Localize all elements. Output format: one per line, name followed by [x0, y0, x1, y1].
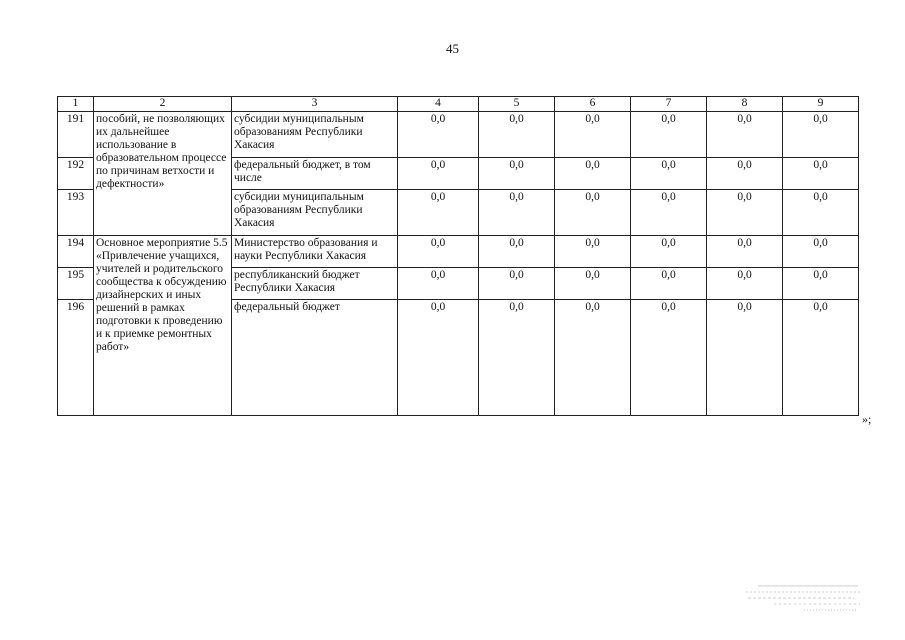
value-cell: 0,0 — [707, 236, 783, 268]
value-cell: 0,0 — [398, 190, 479, 236]
value-cell: 0,0 — [783, 190, 859, 236]
faint-stamp-mark — [744, 582, 864, 612]
funding-source: федеральный бюджет — [232, 300, 398, 416]
value-cell: 0,0 — [555, 158, 631, 190]
value-cell: 0,0 — [398, 236, 479, 268]
value-cell: 0,0 — [479, 300, 555, 416]
value-cell: 0,0 — [479, 236, 555, 268]
value-cell: 0,0 — [707, 268, 783, 300]
header-cell-5: 5 — [479, 97, 555, 112]
row-number: 194 — [58, 236, 94, 268]
measure-description: пособий, не позволяющих их дальнейшее использование в образовательном процессе по причинам ветхости и дефектности» — [94, 112, 232, 236]
value-cell: 0,0 — [631, 158, 707, 190]
value-cell: 0,0 — [398, 158, 479, 190]
value-cell: 0,0 — [783, 268, 859, 300]
table-row — [58, 236, 859, 268]
value-cell: 0,0 — [707, 300, 783, 416]
value-cell: 0,0 — [555, 236, 631, 268]
row-number: 196 — [58, 300, 94, 416]
value-cell: 0,0 — [631, 300, 707, 416]
value-cell: 0,0 — [631, 268, 707, 300]
row-number: 195 — [58, 268, 94, 300]
value-cell: 0,0 — [398, 300, 479, 416]
row-number: 192 — [58, 158, 94, 190]
value-cell: 0,0 — [479, 158, 555, 190]
budget-table — [57, 96, 859, 416]
header-cell-3: 3 — [232, 97, 398, 112]
value-cell: 0,0 — [398, 268, 479, 300]
value-cell: 0,0 — [631, 112, 707, 158]
funding-source: субсидии муниципальным образованиям Республики Хакасия — [232, 112, 398, 158]
value-cell: 0,0 — [555, 300, 631, 416]
header-cell-9: 9 — [783, 97, 859, 112]
row-number: 191 — [58, 112, 94, 158]
value-cell: 0,0 — [783, 236, 859, 268]
value-cell: 0,0 — [631, 190, 707, 236]
value-cell: 0,0 — [707, 112, 783, 158]
value-cell: 0,0 — [555, 190, 631, 236]
measure-description: Основное мероприятие 5.5 «Привлечение учащихся, учителей и родительского сообщества к обсуждению дизайнерских и иных решений в рамках подготовки к проведению и к приемке ремонтных работ» — [94, 236, 232, 416]
value-cell: 0,0 — [555, 268, 631, 300]
header-cell-1: 1 — [58, 97, 94, 112]
value-cell: 0,0 — [631, 236, 707, 268]
funding-source: республиканский бюджет Республики Хакасия — [232, 268, 398, 300]
value-cell: 0,0 — [398, 112, 479, 158]
row-number: 193 — [58, 190, 94, 236]
header-cell-2: 2 — [94, 97, 232, 112]
header-cell-8: 8 — [707, 97, 783, 112]
value-cell: 0,0 — [707, 158, 783, 190]
closing-quote-mark: »; — [862, 412, 872, 426]
table-row — [58, 112, 859, 158]
header-cell-7: 7 — [631, 97, 707, 112]
value-cell: 0,0 — [783, 158, 859, 190]
value-cell: 0,0 — [479, 190, 555, 236]
header-cell-4: 4 — [398, 97, 479, 112]
value-cell: 0,0 — [555, 112, 631, 158]
value-cell: 0,0 — [783, 112, 859, 158]
value-cell: 0,0 — [783, 300, 859, 416]
funding-source: субсидии муниципальным образованиям Республики Хакасия — [232, 190, 398, 236]
page-number: 45 — [446, 41, 459, 56]
value-cell: 0,0 — [479, 112, 555, 158]
header-cell-6: 6 — [555, 97, 631, 112]
funding-source: Министерство образования и науки Республики Хакасия — [232, 236, 398, 268]
value-cell: 0,0 — [479, 268, 555, 300]
funding-source: федеральный бюджет, в том числе — [232, 158, 398, 190]
table-header-row — [58, 97, 859, 112]
value-cell: 0,0 — [707, 190, 783, 236]
